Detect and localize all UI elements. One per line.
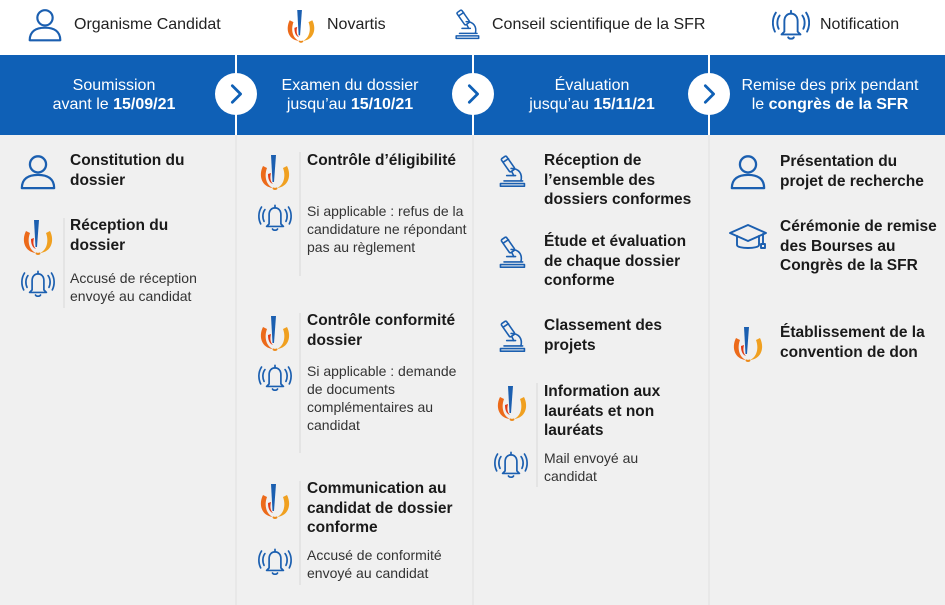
chevron-right-icon	[452, 73, 494, 115]
microscope-icon	[496, 234, 528, 272]
legend-item-conseil	[452, 0, 705, 50]
bell-icon	[20, 268, 56, 300]
step-title: Contrôle conformité dossier	[307, 312, 456, 349]
step-description: Accusé de réception envoyé au candidat	[70, 270, 197, 304]
bell-icon	[772, 7, 810, 43]
novartis-flame-icon	[258, 313, 292, 351]
column-soumission	[0, 135, 235, 605]
column-remise	[710, 135, 945, 605]
stage-line2: le congrès de la SFR	[751, 96, 909, 113]
step-connector	[63, 218, 65, 308]
step-title: Contrôle d’éligibilité	[307, 152, 456, 169]
step-description: Accusé de conformité envoyé au candidat	[307, 547, 442, 581]
novartis-flame-icon	[495, 383, 529, 421]
legend-label: Novartis	[327, 16, 386, 33]
novartis-flame-icon	[21, 217, 55, 255]
legend	[0, 0, 945, 55]
step-description: Si applicable : refus de la candidature ne répondant pas au règlement	[307, 203, 467, 255]
stage-line2: avant le 15/09/21	[52, 96, 176, 113]
legend-label: Conseil scientifique de la SFR	[492, 16, 706, 33]
step-title: Constitution du dossier	[70, 152, 185, 189]
step-connector	[299, 152, 301, 276]
stage-evaluation	[474, 55, 710, 135]
stage-line2: jusqu’au 15/10/21	[286, 96, 414, 113]
step-title: Réception du dossier	[70, 217, 169, 254]
microscope-icon	[496, 153, 528, 191]
step-description: Si applicable : demande de documents complémentaires au candidat	[307, 363, 457, 433]
step-description: Mail envoyé au candidat	[544, 450, 639, 484]
step-connector	[536, 383, 538, 487]
stage-line2: jusqu’au 15/11/21	[529, 96, 655, 113]
step-title: Information aux lauréats et non lauréats	[544, 383, 661, 439]
legend-label: Notification	[820, 16, 900, 33]
bell-icon	[257, 362, 293, 394]
chevron-right-icon	[215, 73, 257, 115]
legend-item-novartis	[285, 0, 386, 50]
novartis-flame-icon	[731, 324, 765, 362]
novartis-flame-icon	[285, 7, 317, 43]
stage-examen	[237, 55, 463, 135]
bell-icon	[257, 546, 293, 578]
legend-item-notification	[772, 0, 899, 50]
step-connector	[299, 481, 301, 585]
stage-line1: Examen du dossier	[281, 77, 419, 94]
bell-icon	[257, 202, 293, 234]
person-icon	[18, 153, 58, 191]
legend-label: Organisme Candidat	[74, 16, 221, 33]
step-title: Réception de l’ensemble des dossiers conformes	[544, 152, 692, 208]
graduation-cap-icon	[728, 222, 768, 254]
person-icon	[728, 153, 768, 191]
chevron-right-icon	[688, 73, 730, 115]
stage-line1: Remise des prix pendant	[741, 77, 919, 94]
bell-icon	[493, 449, 529, 481]
microscope-icon	[496, 318, 528, 356]
step-title: Étude et évaluation de chaque dossier conforme	[544, 233, 687, 289]
stage-soumission	[0, 55, 228, 135]
microscope-icon	[452, 7, 482, 43]
step-title: Présentation du projet de recherche	[780, 153, 924, 190]
step-title: Cérémonie de remise des Bourses au Congrès de la SFR	[780, 218, 937, 274]
stage-remise	[730, 55, 930, 135]
legend-item-candidat	[26, 0, 221, 50]
stage-line1: Soumission	[72, 77, 156, 94]
step-connector	[299, 313, 301, 453]
step-title: Communication au candidat de dossier conforme	[307, 480, 453, 536]
stage-line1: Évaluation	[554, 77, 630, 94]
step-title: Établissement de la convention de don	[780, 324, 925, 361]
step-title: Classement des projets	[544, 317, 663, 354]
person-icon	[26, 7, 64, 43]
novartis-flame-icon	[258, 152, 292, 190]
novartis-flame-icon	[258, 481, 292, 519]
